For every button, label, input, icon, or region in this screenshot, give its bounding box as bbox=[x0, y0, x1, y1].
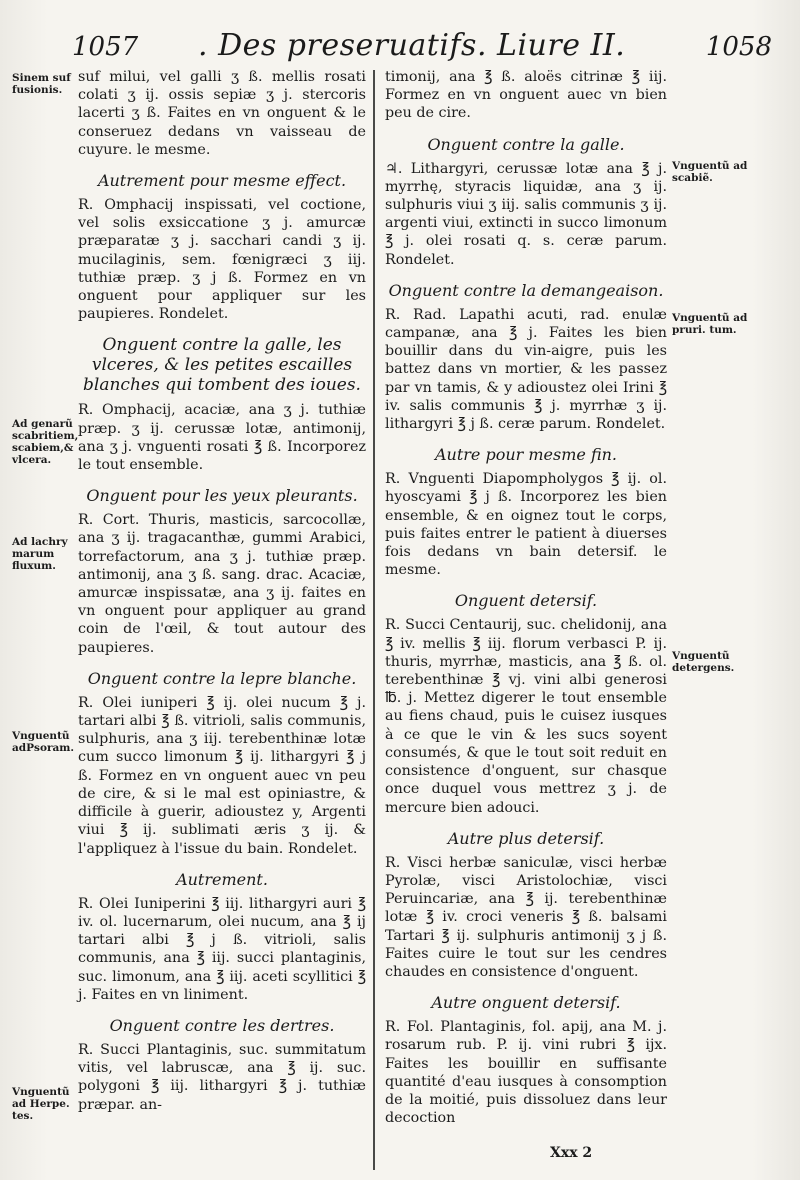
section-heading: Onguent contre la galle, les vlceres, & les petites escailles blanches qui tombent des ioues. bbox=[83, 335, 361, 396]
running-title: . Des preseruatifs. Liure II. bbox=[198, 28, 626, 63]
margin-note: Vnguentũ ad pruri. tum. bbox=[672, 312, 748, 336]
section-heading: Onguent contre les dertres. bbox=[109, 1015, 335, 1035]
section-heading: Autrement. bbox=[176, 869, 268, 889]
paragraph: R. Succi Plantaginis, suc. summitatum vitis, vel labruscæ, ana ℥ ij. suc. polygoni ℥ iij. lithargyri ℥ j. tuthiæ præpar. an- bbox=[78, 1041, 366, 1113]
paragraph: R. Vnguenti Diapompholygos ℥ ij. ol. hyoscyami ℥ j ß. Incorporez les bien ensemble, & en oignez tout le corps, puis faites entrer le patient à diuerses fois dedans vn bain detersif. le mesme. bbox=[385, 471, 667, 579]
section-heading: Autrement pour mesme effect. bbox=[97, 171, 347, 191]
paragraph: R. Omphacij, acaciæ, ana ʒ j. tuthiæ præp. ʒ ij. cerussæ lotæ, antimonij, ana ʒ j. vnguenti rosati ℥ ß. Incorporez le tout ensemble. bbox=[78, 402, 366, 474]
paragraph: suf milui, vel galli ʒ ß. mellis rosati colati ʒ ij. ossis sepiæ ʒ j. stercoris lacerti ʒ ß. Faites en vn onguent & le conseruez dedans vn vaisseau de cuyure. le mesme. bbox=[78, 69, 366, 158]
paragraph: ♃. Lithargyri, cerussæ lotæ ana ℥ j. myrrhę, styracis liquidæ, ana ʒ ij. sulphuris viui ʒ iij. salis communis ʒ ij. argenti viui, extincti in succo limonum ℥ j. olei rosati q. s. ceræ parum. Rondelet. bbox=[385, 160, 667, 268]
right-page-number: 1058 bbox=[705, 32, 772, 62]
margin-note: Ad lachry marum fluxum. bbox=[12, 536, 68, 572]
paragraph: R. Omphacij inspissati, vel coctione, vel solis exsiccatione ʒ j. amurcæ præparatæ ʒ j. sacchari candi ʒ ij. mucilaginis, sem. fœnigræci ʒ iij. tuthiæ præp. ʒ j ß. Formez en vn onguent pour appliquer sur les paupieres. Rondelet. bbox=[78, 197, 366, 323]
running-head bbox=[60, 22, 780, 66]
paragraph: R. Fol. Plantaginis, fol. apij, ana M. j. rosarum rub. P. ij. vini rubri ℥ ijx. Faites les bouillir en suffisante quantité d'eau iusques à consomption de la moitié, puis dissoluez dans leur decoction bbox=[385, 1019, 667, 1127]
paragraph: R. Olei Iuniperini ℥ iij. lithargyri auri ℥ iv. ol. lucernarum, olei nucum, ana ℥ ij tartari albi ℥ j ß. vitrioli, salis communis, ana ℥ iij. succi plantaginis, suc. limonum, ana ℥ iij. aceti scyllitici ℥ j. Faites en vn liniment. bbox=[78, 895, 366, 1003]
section-heading: Onguent contre la demangeaison. bbox=[388, 280, 664, 300]
paragraph: R. Succi Centaurij, suc. chelidonij, ana ℥ iv. mellis ℥ iij. florum verbasci P. ij. thuris, myrrhæ, masticis, ana ℥ ß. ol. terebenthinæ ℥ vj. vini albi generosi ℔. j. Mettez digerer le tout ensemble au fiens chaud, puis le cuisez iusques à ce que le vin & les sucs soyent consumés, & que le tout soit reduit en consistence d'onguent, sur chasque once duquel vous mettrez ʒ j. de mercure bien adouci. bbox=[385, 617, 667, 816]
margin-note: Sinem suf fusionis. bbox=[12, 72, 71, 96]
section-heading: Autre onguent detersif. bbox=[431, 993, 621, 1013]
margin-note: Vnguentũ detergens. bbox=[672, 650, 735, 674]
section-heading: Autre pour mesme fin. bbox=[434, 445, 618, 465]
signature-mark: Xxx 2 bbox=[550, 1145, 593, 1161]
right-column bbox=[385, 68, 667, 1131]
left-page-number: 1057 bbox=[72, 32, 139, 62]
paragraph: R. Rad. Lapathi acuti, rad. enulæ campanæ, ana ℥ j. Faites les bien bouillir dans du vin-aigre, puis les battez dans vn mortier, & les passez par vn tamis, & y adioustez olei Irini ℥ iv. salis communis ℥ j. myrrhæ ʒ ij. lithargyri ℥ j ß. ceræ parum. Rondelet. bbox=[385, 306, 667, 433]
section-heading: Onguent contre la lepre blanche. bbox=[87, 668, 357, 688]
column-divider bbox=[373, 70, 375, 1170]
paragraph: R. Cort. Thuris, masticis, sarcocollæ, ana ʒ ij. tragacanthæ, gummi Arabici, torrefactorum, ana ʒ j. tuthiæ præp. antimonij, ana ʒ ß. sang. drac. Acaciæ, amurcæ inspissatæ, ana ʒ ij. faites en vn onguent pour appliquer au grand coin de l'œil, & tout autour des paupieres. bbox=[78, 512, 366, 656]
section-heading: Onguent contre la galle. bbox=[427, 134, 625, 154]
paragraph: R. Olei iuniperi ℥ ij. olei nucum ℥ j. tartari albi ℥ ß. vitrioli, salis communis, sulphuris, ana ʒ iij. terebenthinæ lotæ cum succo limonum ℥ ij. lithargyri ℥ j ß. Formez en vn onguent auec vn peu de cire, & si le mal est opiniastre, & difficile à guerir, adioustez y, Argenti viui ℥ ij. sublimati æris ʒ ij. & l'appliquez à l'issue du bain. Rondelet. bbox=[78, 694, 366, 857]
section-heading: Autre plus detersif. bbox=[447, 828, 605, 848]
margin-note: Vnguentũ ad scabiẽ. bbox=[672, 160, 748, 184]
margin-note: Vnguentũ adPsoram. bbox=[12, 730, 75, 754]
margin-note: Ad genarũ scabritiem, scabiem,& vlcera. bbox=[12, 418, 79, 466]
paragraph: R. Visci herbæ saniculæ, visci herbæ Pyrolæ, visci Aristolochiæ, visci Peruincariæ, ana ℥ ij. terebenthinæ lotæ ℥ iv. croci veneris ℥ ß. balsami Tartari ℥ ij. sulphuris antimonij ʒ j ß. Faites cuire le tout sur les cendres chaudes en consistence d'onguent. bbox=[385, 854, 667, 980]
margin-note: Vnguentũ ad Herpe. tes. bbox=[12, 1086, 70, 1122]
section-heading: Onguent pour les yeux pleurants. bbox=[86, 486, 358, 506]
paragraph: timonij, ana ℥ ß. aloës citrinæ ℥ iij. Formez en vn onguent auec vn bien peu de cire. bbox=[385, 69, 667, 122]
section-heading: Onguent detersif. bbox=[454, 591, 598, 611]
left-column bbox=[78, 68, 366, 1118]
